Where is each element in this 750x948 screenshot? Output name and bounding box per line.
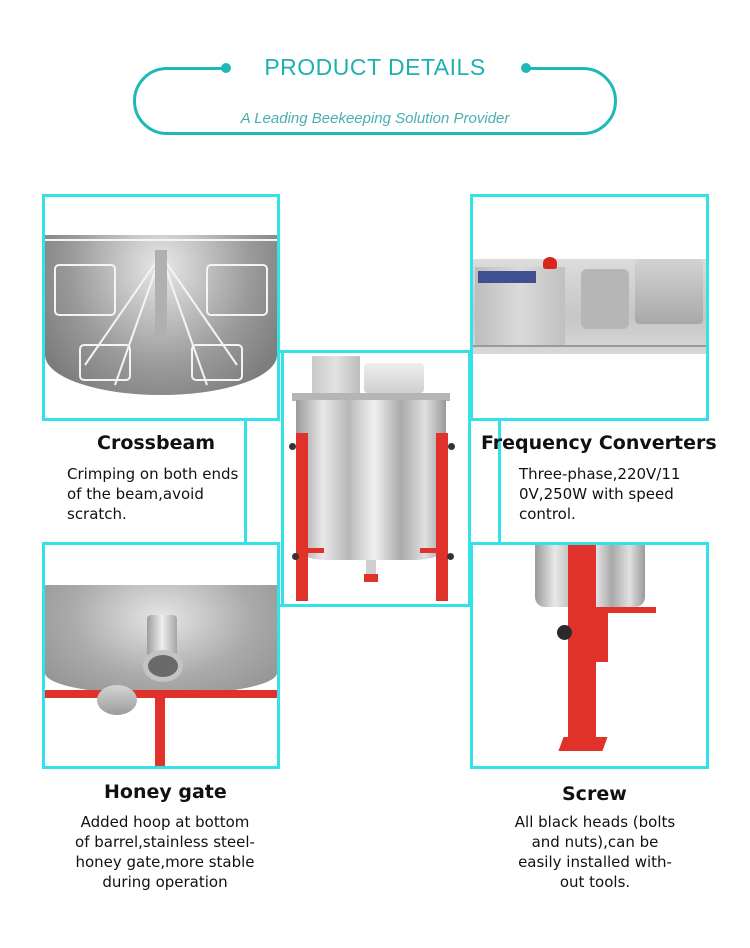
desc-line: Added hoop at bottom bbox=[80, 813, 250, 831]
leg-left bbox=[296, 433, 308, 601]
desc-line: scratch. bbox=[67, 505, 127, 523]
leg-bracket-top bbox=[596, 607, 656, 613]
desc-line: honey gate,more stable bbox=[75, 853, 255, 871]
page-title: PRODUCT DETAILS bbox=[264, 54, 486, 80]
desc-line: out tools. bbox=[559, 873, 631, 891]
feature-title-honey-gate: Honey gate bbox=[104, 781, 227, 803]
desc-line: Three-phase,220V/11 bbox=[519, 465, 681, 483]
bolt-icon bbox=[448, 443, 455, 450]
gate-opening bbox=[143, 650, 183, 682]
leg-brace-right bbox=[420, 548, 438, 553]
feature-title-screw: Screw bbox=[562, 783, 627, 805]
feature-box-honey-gate bbox=[42, 542, 280, 769]
desc-line: 0V,250W with speed bbox=[519, 485, 674, 503]
honey-gate-image bbox=[45, 545, 277, 766]
feature-title-frequency-converters: Frequency Converters bbox=[481, 432, 717, 454]
desc-line: control. bbox=[519, 505, 576, 523]
feature-desc-honey-gate bbox=[40, 812, 290, 892]
desc-line: and nuts),can be bbox=[531, 833, 659, 851]
honey-gate bbox=[366, 560, 376, 574]
bolt-icon bbox=[447, 553, 454, 560]
drum bbox=[296, 400, 446, 560]
page-subtitle: A Leading Beekeeping Solution Provider bbox=[240, 110, 510, 127]
feature-box-screw bbox=[470, 542, 709, 769]
leg-right bbox=[436, 433, 448, 601]
desc-line: during operation bbox=[102, 873, 228, 891]
crossbeam-image bbox=[45, 235, 277, 395]
emergency-stop-button-icon bbox=[543, 257, 557, 269]
feature-title-crossbeam: Crossbeam bbox=[97, 432, 216, 454]
bolt-icon bbox=[292, 553, 299, 560]
desc-line: easily installed with- bbox=[518, 853, 672, 871]
feature-desc-crossbeam bbox=[67, 464, 238, 524]
honey-gate-base bbox=[364, 574, 378, 582]
motor bbox=[635, 259, 703, 324]
motor bbox=[364, 363, 424, 393]
feature-desc-frequency-converters bbox=[519, 464, 680, 524]
desc-line: All black heads (bolts bbox=[514, 813, 676, 831]
red-leg bbox=[568, 545, 596, 745]
basket-wireframe-icon bbox=[45, 235, 277, 395]
leg-bracket bbox=[596, 607, 608, 662]
connector-line bbox=[278, 604, 473, 607]
frequency-converter-image bbox=[473, 259, 706, 354]
bolt-icon bbox=[289, 443, 296, 450]
leg-brace-left bbox=[306, 548, 324, 553]
screw-image bbox=[473, 545, 706, 766]
control-box bbox=[312, 356, 360, 396]
feature-desc-screw bbox=[480, 812, 710, 892]
gearbox bbox=[581, 269, 629, 329]
desc-line: Crimping on both ends bbox=[67, 465, 239, 483]
display-panel bbox=[478, 271, 536, 283]
feature-box-crossbeam bbox=[42, 194, 280, 421]
base-plate bbox=[473, 345, 706, 347]
foot-plate bbox=[558, 737, 607, 751]
center-product-image bbox=[284, 353, 468, 604]
desc-line: of the beam,avoid bbox=[67, 485, 204, 503]
gate-lever bbox=[97, 685, 137, 715]
desc-line: of barrel,stainless steel- bbox=[75, 833, 255, 851]
feature-box-frequency-converters bbox=[470, 194, 709, 421]
connector-line bbox=[244, 418, 247, 544]
center-leg bbox=[155, 695, 165, 766]
black-screw-icon bbox=[557, 625, 572, 640]
